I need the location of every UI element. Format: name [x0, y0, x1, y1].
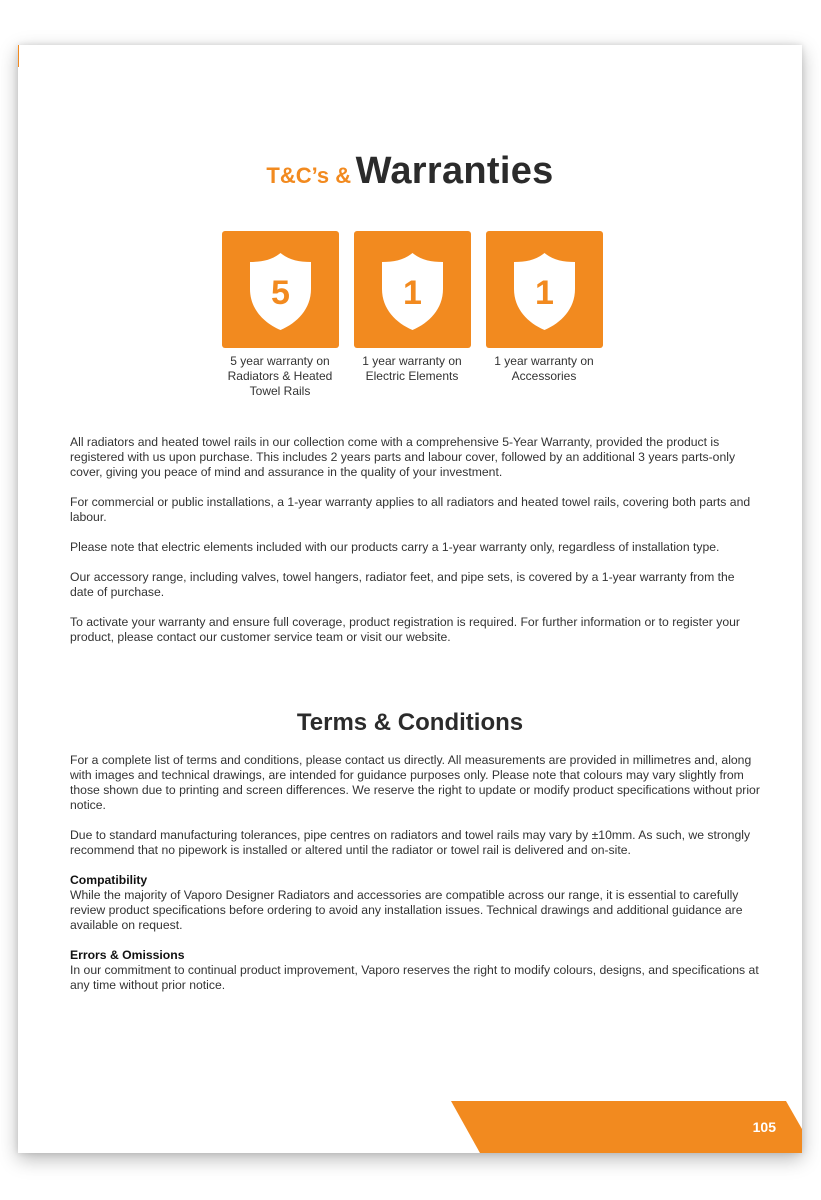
badge-tile	[354, 231, 471, 348]
warranty-badge-elements	[352, 231, 472, 384]
badge-tile	[222, 231, 339, 348]
title-main: Warranties	[355, 150, 554, 192]
badge-tile	[486, 231, 603, 348]
warranty-badge-radiators	[220, 231, 340, 399]
document-page	[18, 45, 802, 1153]
compatibility-section	[70, 873, 760, 933]
warranty-paragraph: To activate your warranty and ensure full coverage, product registration is required. For further information or to register your product, please contact our customer service team or visit our website.	[70, 615, 740, 644]
errors-text: In our commitment to continual product improvement, Vaporo reserves the right to modify colours, designs, and specifications at any time without prior notice.	[70, 963, 759, 992]
crop-mark	[18, 45, 19, 67]
warranty-paragraph: Please note that electric elements included with our products carry a 1-year warranty only, regardless of installation type.	[70, 540, 720, 554]
badge-number: 5	[270, 274, 290, 312]
errors-heading: Errors & Omissions	[70, 948, 185, 962]
footer-band	[18, 1101, 802, 1153]
terms-heading: Terms & Conditions	[296, 709, 524, 736]
errors-section	[70, 948, 760, 993]
badge-number: 1	[534, 274, 554, 312]
warranty-badges	[218, 231, 608, 431]
page-title	[18, 150, 802, 193]
warranty-paragraph: All radiators and heated towel rails in our collection come with a comprehensive 5-Year Warranty, provided the product is registered with us upon purchase. This includes 2 years parts and labour cover, followed by an additional 3 years parts-only cover, giving you peace of mind and assurance in the quality of your investment.	[70, 435, 736, 479]
compatibility-text: While the majority of Vaporo Designer Radiators and accessories are compatible across our range, it is essential to carefully review product specifications before ordering to avoid any installation issues. Technical drawings and additional guidance are available on request.	[70, 888, 743, 932]
terms-text	[70, 753, 760, 1008]
page-number: 105	[752, 1119, 776, 1135]
shield-icon	[486, 231, 603, 348]
warranty-paragraph: Our accessory range, including valves, towel hangers, radiator feet, and pipe sets, is covered by a 1-year warranty from the date of purchase.	[70, 570, 735, 599]
badge-caption: 1 year warranty on Electric Elements	[362, 354, 462, 383]
shield-icon	[222, 231, 339, 348]
warranty-text	[70, 435, 760, 660]
compatibility-heading: Compatibility	[70, 873, 148, 887]
badge-caption: 5 year warranty on Radiators & Heated Towel Rails	[227, 354, 333, 398]
terms-paragraph: For a complete list of terms and conditions, please contact us directly. All measurements are provided in millimetres and, along with images and technical drawings, are intended for guidance purposes only. Please note that colours may vary slightly from those shown due to printing and screen differences. We reserve the right to update or modify product specifications without prior notice.	[70, 753, 760, 812]
warranty-paragraph: For commercial or public installations, a 1-year warranty applies to all radiators and heated towel rails, covering both parts and labour.	[70, 495, 751, 524]
badge-caption: 1 year warranty on Accessories	[494, 354, 594, 383]
badge-number: 1	[402, 274, 422, 312]
shield-icon	[354, 231, 471, 348]
terms-paragraph: Due to standard manufacturing tolerances, pipe centres on radiators and towel rails may vary by ±10mm. As such, we strongly recommend that no pipework is installed or altered until the radiator or towel rail is delivered and on-site.	[70, 828, 751, 857]
warranty-badge-accessories	[484, 231, 604, 384]
title-prefix: T&C’s &	[266, 163, 352, 188]
